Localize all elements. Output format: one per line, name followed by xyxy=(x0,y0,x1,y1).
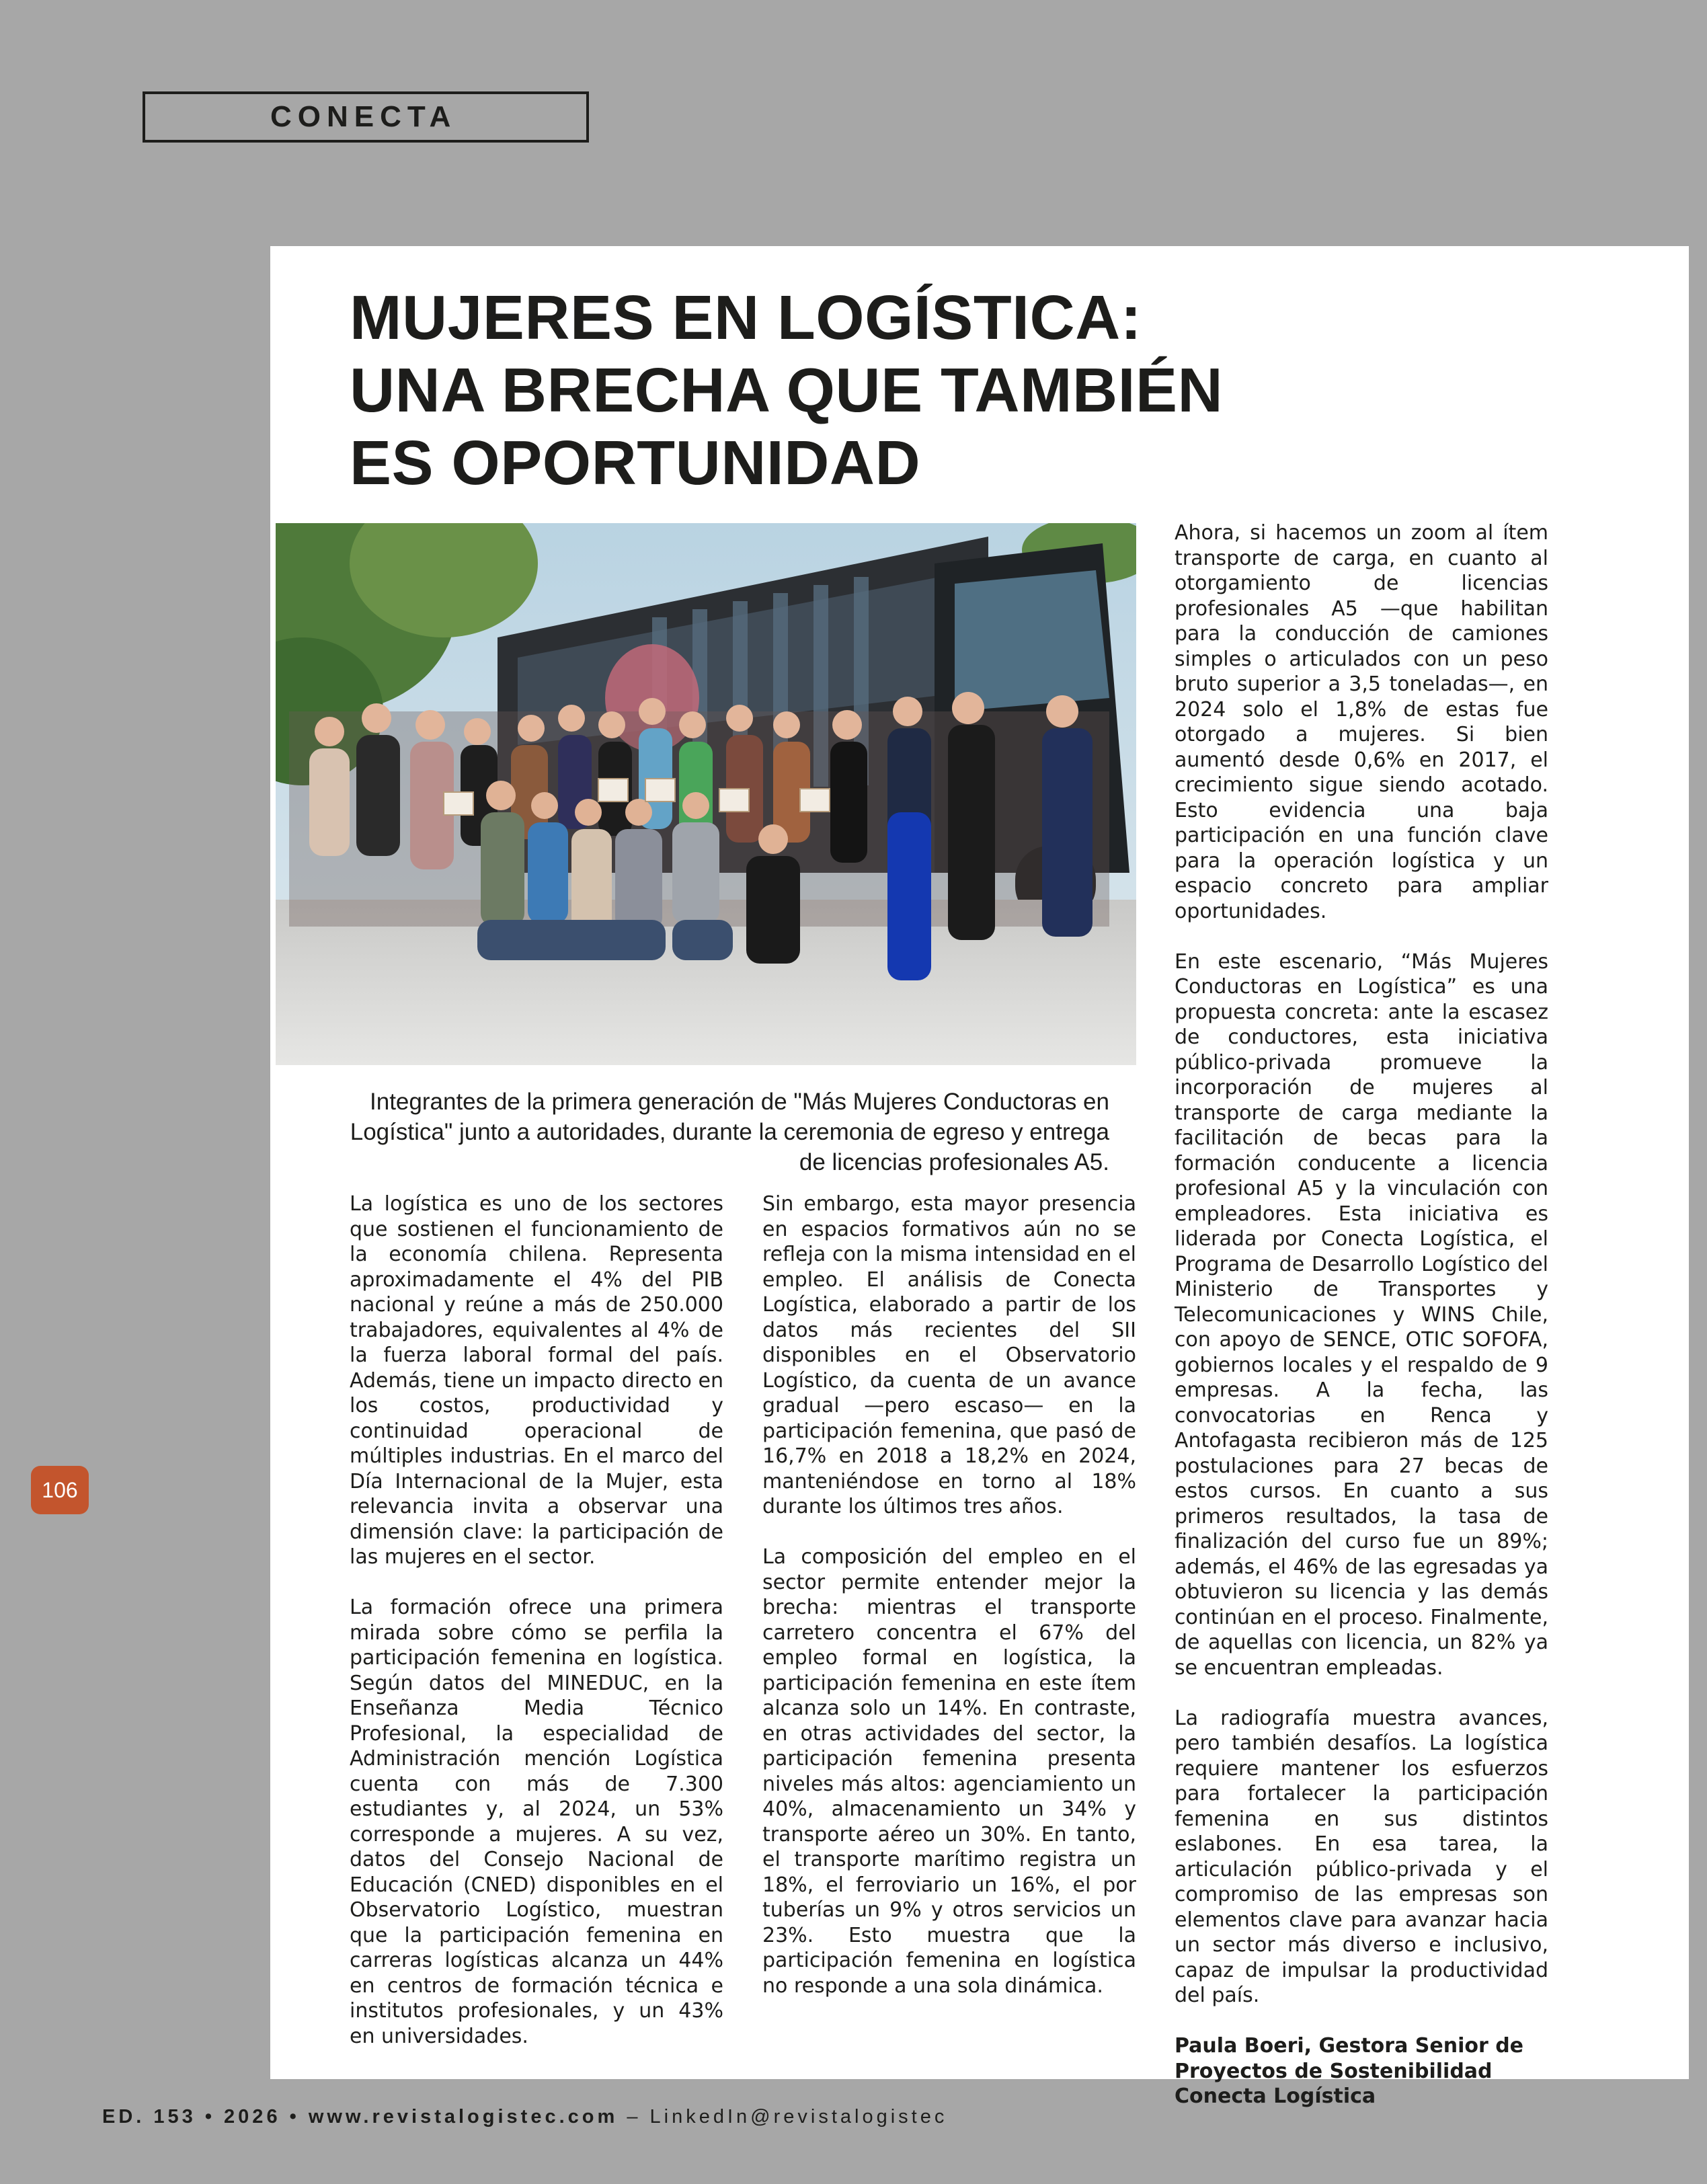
section-tag xyxy=(143,91,589,143)
article-headline xyxy=(350,281,1358,499)
column3-paragraph-1: Ahora, si hacemos un zoom al ítem transporte de carga, en cuanto al otorgamiento de licencias profesionales A5 —que habilitan para la conducción de camiones simples o articulados con un peso bruto superior a 3,5 toneladas—, en 2024 solo el 1,8% de estas fue otorgado a mujeres. Si bien aumentó desde 0,6% en 2017, el crecimiento sigue siendo acotado. Esto evidencia una baja participación en una función clave para la operación logística y un espacio concreto para ampliar oportunidades. xyxy=(1175,521,1548,923)
group-photo-icon xyxy=(276,523,1136,1065)
column2-paragraph-1: Sin embargo, esta mayor presencia en espacios formativos aún no se refleja con la misma intensidad en el empleo. El análisis de Conecta Logística, elaborado a partir de los datos más recientes del SII disponibles en el Observatorio Logístico, da cuenta de un avance gradual —pero escaso— en la participación femenina, que pasó de 16,7% en 2018 a 18,2% en 2024, manteniéndose en torno al 18% durante los últimos tres años. xyxy=(762,1192,1136,1518)
column3-paragraph-2: En este escenario, “Más Mujeres Conductoras en Logística” es una propuesta concreta: ante la escasez de conductores, esta iniciativa público-privada promueve la incorporación de mujeres al transporte de carga mediante la facilitación de becas para la formación conducente a licencia profesional A5 y la vinculación con empleadores. Esta iniciativa es liderada por Conecta Logística, el Programa de Desarrollo Logístico del Ministerio de Transportes y Telecomunicaciones y WINS Chile, con apoyo de SENCE, OTIC SOFOFA, gobiernos locales y el respaldo de 9 empresas. A la fecha, las convocatorias en Renca y Antofagasta recibieron más de 125 postulaciones para 27 becas de estos cursos. En cuanto a sus primeros resultados, la tasa de finalización del curso fue un 89%; además, el 46% de las egresadas ya obtuvieron su licencia y las demás continúan en el proceso. Finalmente, de aquellas con licencia, un 82% ya se encuentran empleadas. xyxy=(1175,949,1548,1680)
page-number-badge xyxy=(31,1466,89,1514)
footer xyxy=(102,2106,947,2128)
signature-line-3: Conecta Logística xyxy=(1175,2084,1376,2108)
column3-paragraph-3: La radiografía muestra avances, pero también desafíos. La logística requiere mantener los esfuerzos para fortalecer la participación femenina en sus distintos eslabones. En esa tarea, la articulación público-privada y el compromiso de las empresas son elementos clave para avanzar hacia un sector más diverso e inclusivo, capaz de impulsar la productividad del país. xyxy=(1175,1706,1548,2007)
page-number: 106 xyxy=(42,1477,78,1502)
article-column-3 xyxy=(1175,520,1548,2109)
signature-line-1: Paula Boeri, Gestora Senior de xyxy=(1175,2034,1524,2058)
author-signature xyxy=(1175,2033,1548,2109)
column2-paragraph-2: La composición del empleo en el sector permite entender mejor la brecha: mientras el transporte carretero concentra el 67% del empleo formal en logística, la participación femenina en este ítem alcanza solo un 14%. En contraste, en otras actividades del sector, la participación femenina presenta niveles más altos: agenciamiento un 40%, almacenamiento un 34% y transporte aéreo un 30%. En tanto, el transporte marítimo registra un 18%, el ferroviario un 16%, el por tuberías un 9% y otros servicios un 23%. Esto muestra que la participación femenina en logística no responde a una sola dinámica. xyxy=(762,1545,1136,1998)
footer-edition: ED. 153 • 2026 • www.revistalogistec.com xyxy=(102,2106,619,2128)
headline-line-2: UNA BRECHA QUE TAMBIÉN xyxy=(350,355,1224,425)
headline-line-1: MUJERES EN LOGÍSTICA: xyxy=(350,282,1142,352)
signature-line-2: Proyectos de Sostenibilidad xyxy=(1175,2059,1493,2083)
column1-paragraph-2: La formación ofrece una primera mirada sobre cómo se perfila la participación femenina en logística. Según datos del MINEDUC, en la Enseñanza Media Técnico Profesional, la especialidad de Administración mención Logística cuenta con más de 7.300 estudiantes y, al 2024, un 53% corresponde a mujeres. A su vez, datos del Consejo Nacional de Educación (CNED) disponibles en el Observatorio Logístico, muestran que la participación femenina en carreras logísticas alcanza un 44% en centros de formación técnica e institutos profesionales, y un 43% en universidades. xyxy=(350,1596,723,2048)
column1-paragraph-1: La logística es uno de los sectores que sostienen el funcionamiento de la economía chilena. Representa aproximadamente el 4% del PIB nacional y reúne a más de 250.000 trabajadores, equivalentes al 4% de la fuerza laboral formal del país. Además, tiene un impacto directo en los costos, productividad y continuidad operacional de múltiples industrias. En el marco del Día Internacional de la Mujer, esta relevancia invita a observar una dimensión clave: la participación de las mujeres en el sector. xyxy=(350,1192,723,1569)
article-column-2 xyxy=(762,1192,1136,1998)
footer-social: – LinkedIn@revistalogistec xyxy=(618,2106,948,2128)
photo-caption: Integrantes de la primera generación de "Más Mujeres Conductoras en Logística" junto a autoridades, durante la ceremonia de egreso y entrega de licencias profesionales A5. xyxy=(350,1089,1109,1175)
section-tag-label: CONECTA xyxy=(270,100,457,133)
group-photo xyxy=(276,523,1136,1065)
article-column-1 xyxy=(350,1192,723,2049)
headline-line-3: ES OPORTUNIDAD xyxy=(350,428,921,498)
